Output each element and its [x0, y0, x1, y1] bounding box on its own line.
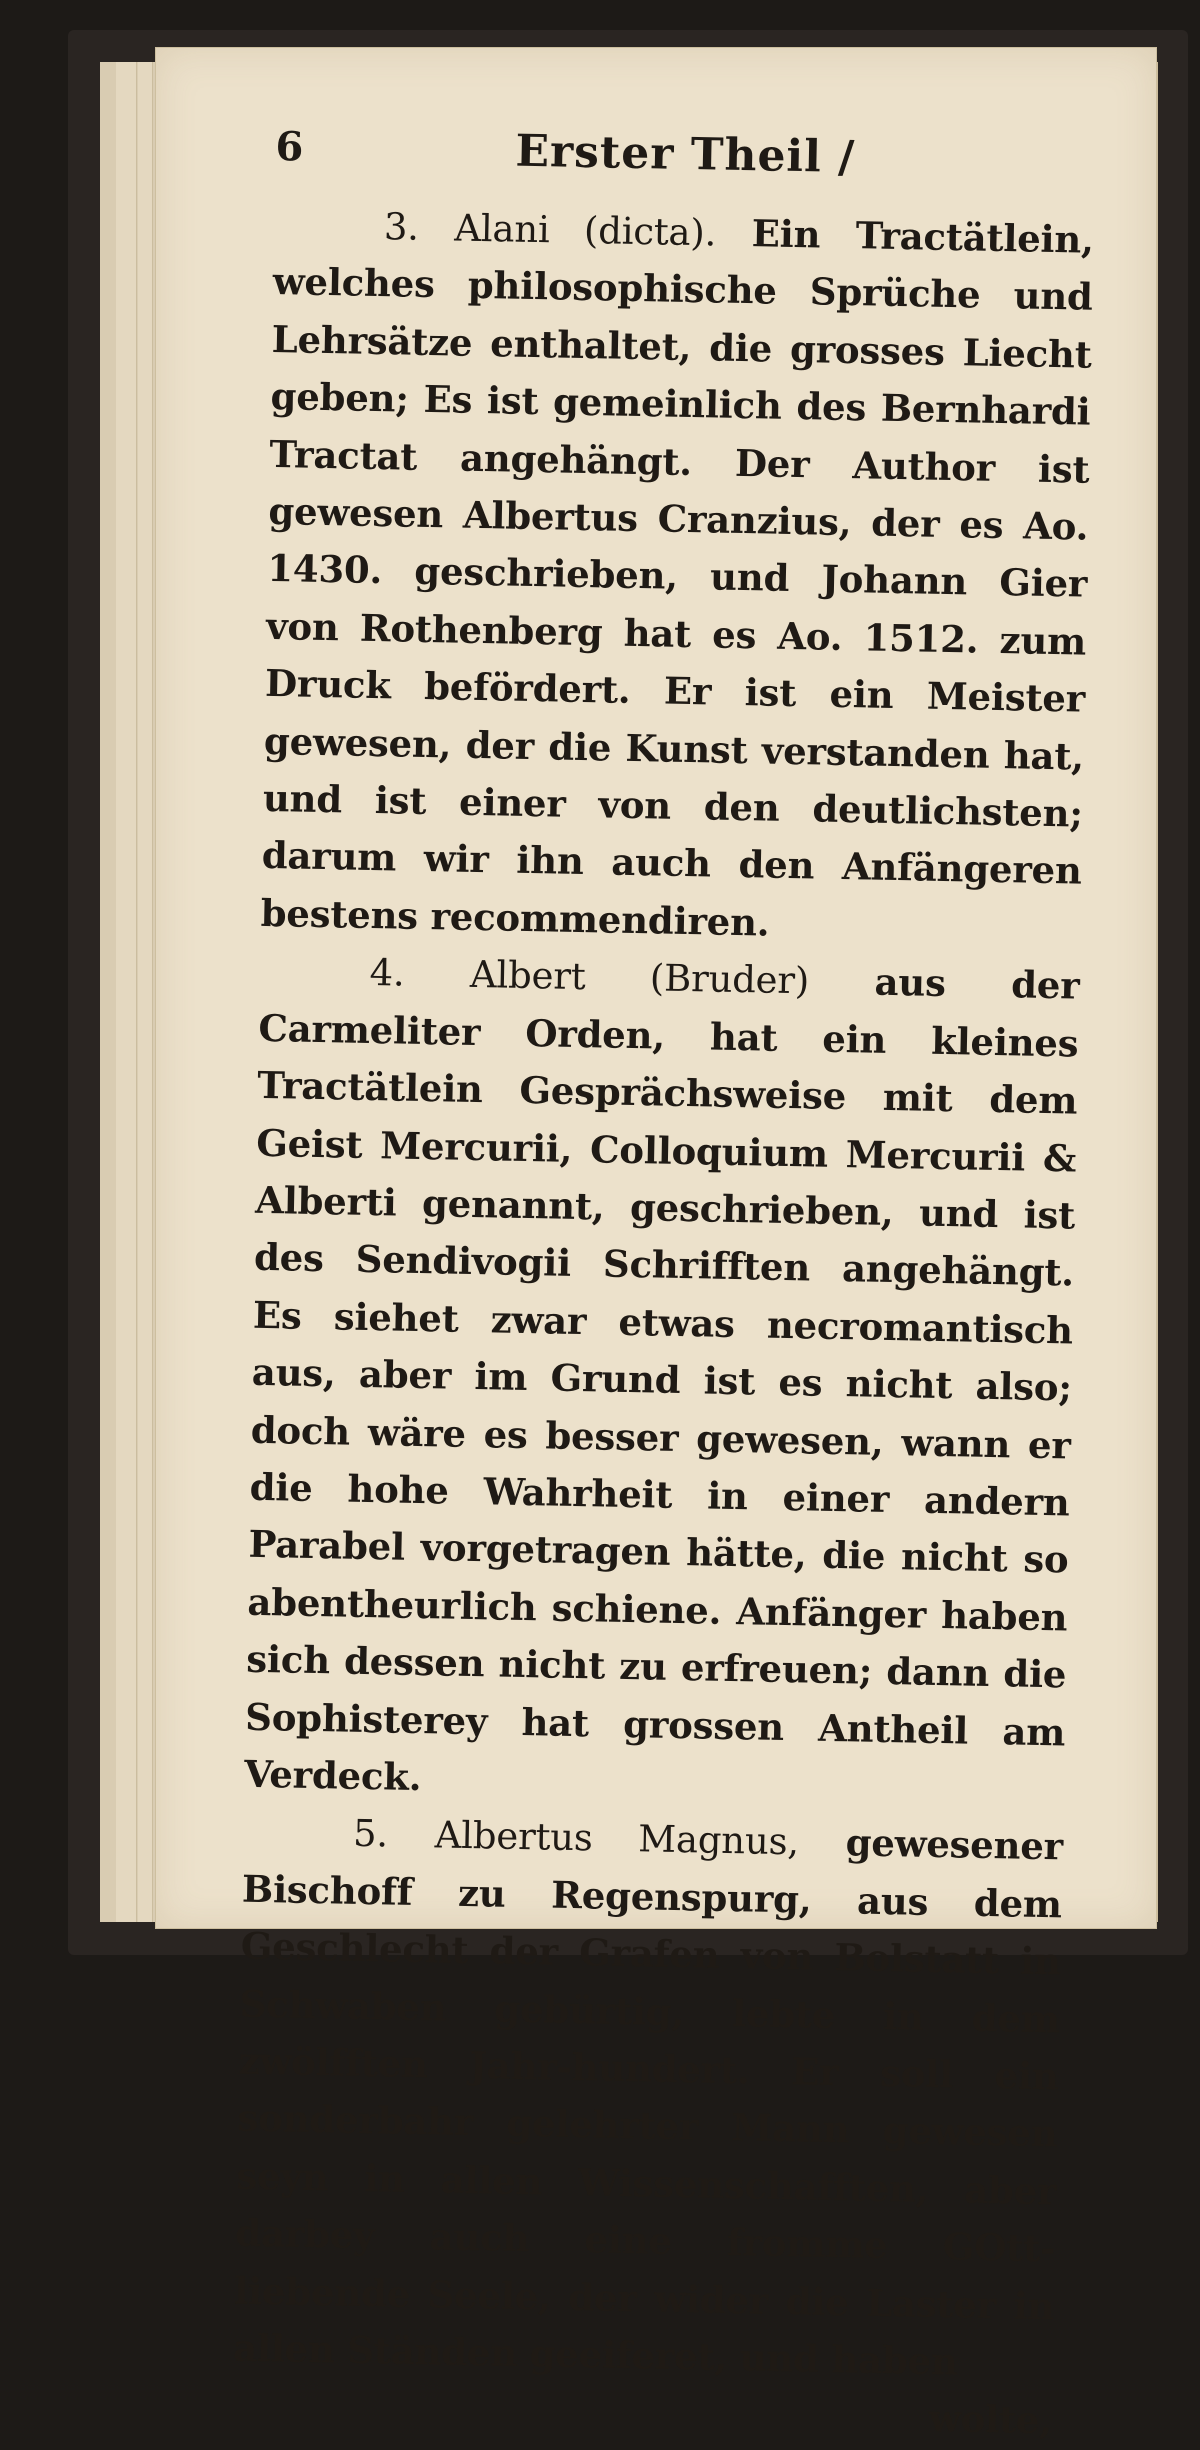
entry-text: aus der Carmeliter Orden, hat ein kleines Tractätlein Gesprächsweise mit dem Geist Mercurii, Colloquium Mercurii & Alberti genannt, geschrieben, und ist des Sendivogii Schrifften angehängt. Es siehet zwar etwas necromantisch aus, aber im Grund ist es nicht also; doch wäre es besser gewesen, wann er die hohe Wahrheit in einer andern Parabel vorgetragen hätte, die nicht so abentheurlich schiene. Anfänger haben sich dessen nicht zu erfreuen; dann die Sophisterey hat grossen Antheil am Verdeck.: [243, 959, 1080, 1800]
entry-name: Alani (dicta).: [453, 206, 717, 255]
entry-name: Albertus Magnus,: [434, 1813, 800, 1864]
entry-number: 4.: [369, 951, 405, 995]
book-page: [156, 48, 1156, 2443]
entry-5: [233, 1803, 1064, 2393]
entry-name: Albert (Bruder): [469, 953, 810, 1003]
entry-3: [260, 196, 1094, 958]
entry-text: gewesener Bischoff zu Regenspurg, aus dem Geschlecht der Grafen von Bolstatt in Schwaben gebürtig, lebte in dem zwölfften Jahr-hundert. Er soll ein sonderbahr gelehrter Mann gewesen seyn in allen Wissenschafften, aber darbey auch eine fromme GOtt-liebende Seele, der wider die Laster in allen Ständen geeiferet, und haben: [232, 1820, 1064, 2384]
entry-4: [244, 942, 1080, 1819]
entry-number: 5.: [352, 1812, 389, 1856]
page-number: 6: [275, 122, 304, 171]
page-edge-left: [116, 62, 137, 1922]
entry-text: Ein Tractätlein, welches philosophische Sprüche und Lehrsätze enthaltet, die grosses Liecht geben; Es ist gemeinlich des Bernhardi Tractat angehängt. Der Author ist gewesen Albertus Cranzius, der es Ao. 1430. geschrieben, und Johann Gier von Rothenberg hat es Ao. 1512. zum Druck befördert. Er ist ein Meister gewesen, der die Kunst verstanden hat, und ist einer von den deutlichsten; darum wir ihn auch den Anfängeren bestens recommendiren.: [260, 211, 1095, 945]
catchword: wolte,: [928, 2396, 1053, 2443]
page-header: [275, 118, 1096, 212]
page-edge-left-inner: [138, 62, 153, 1922]
running-head: Erster Theil /: [514, 125, 856, 184]
text-block: [232, 118, 1096, 2450]
entry-number: 3.: [383, 205, 420, 249]
